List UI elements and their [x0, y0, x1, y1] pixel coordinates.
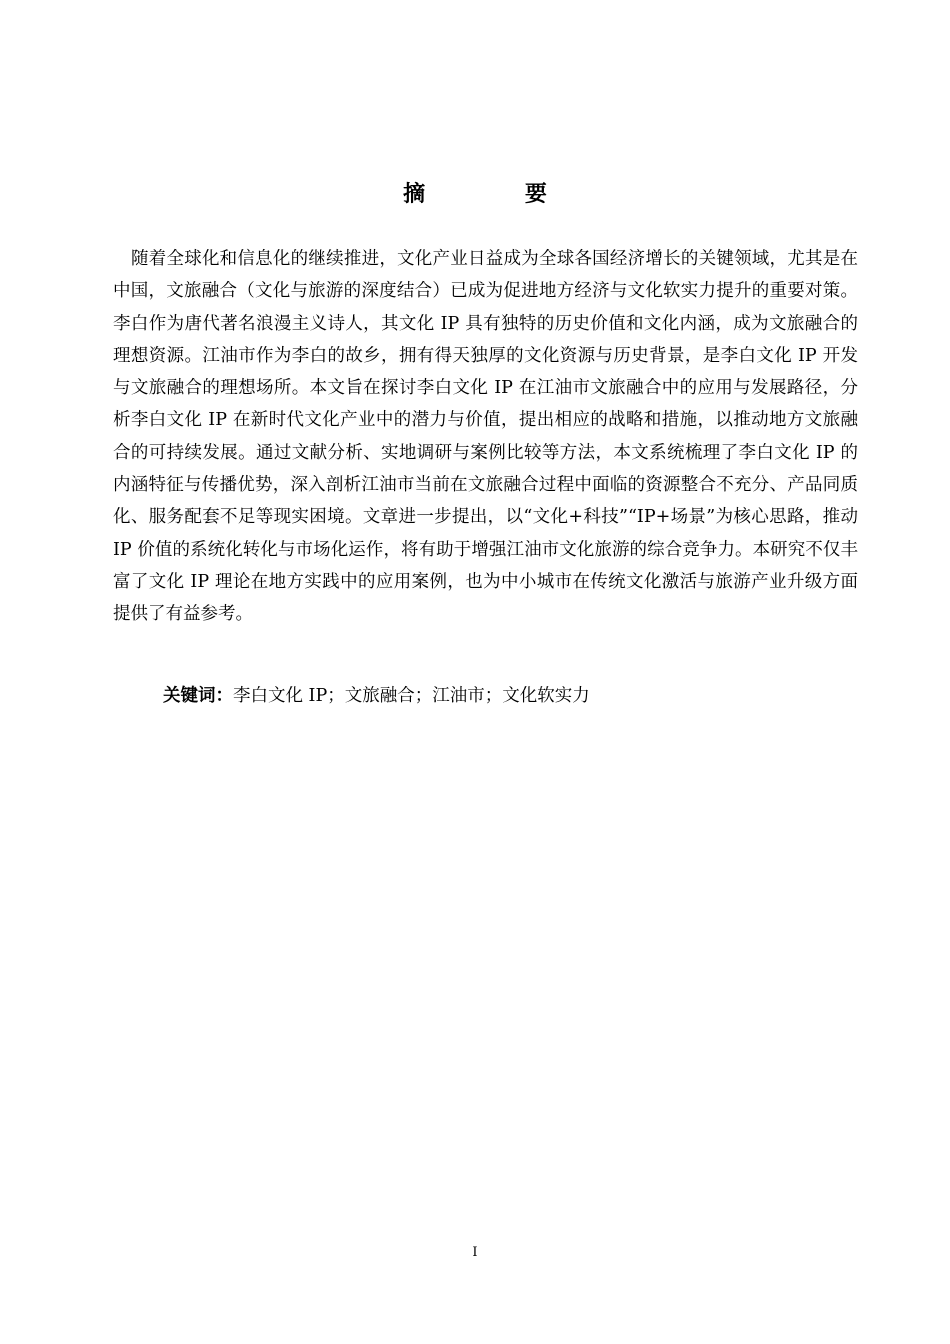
page-number: I	[472, 1245, 478, 1260]
abstract-body: 随着全球化和信息化的继续推进，文化产业日益成为全球各国经济增长的关键领域，尤其是在中国，文旅融合（文化与旅游的深度结合）已成为促进地方经济与文化软实力提升的重要对策。李白作为唐代著名浪漫主义诗人，其文化 IP 具有独特的历史价值和文化内涵，成为文旅融合的理想资源。江油市作为李白的故乡，拥有得天独厚的文化资源与历史背景，是李白文化 IP 开发与文旅融合的理想场所。本文旨在探讨李白文化 IP 在江油市文旅融合中的应用与发展路径，分析李白文化 IP 在新时代文化产业中的潜力与价值，提出相应的战略和措施，以推动地方文旅融合的可持续发展。通过文献分析、实地调研与案例比较等方法，本文系统梳理了李白文化 IP 的内涵特征与传播优势，深入剖析江油市当前在文旅融合过程中面临的资源整合不充分、产品同质化、服务配套不足等现实困境。文章进一步提出，以“文化+科技”“IP+场景”为核心思路，推动 IP 价值的系统化转化与市场化运作，将有助于增强江油市文化旅游的综合竞争力。本研究不仅丰富了文化 IP 理论在地方实践中的应用案例，也为中小城市在传统文化激活与旅游产业升级方面提供了有益参考。	[113, 249, 858, 625]
keywords-text: 李白文化 IP；文旅融合；江油市；文化软实力	[233, 686, 590, 706]
keywords-label: 关键词：	[163, 686, 233, 706]
abstract-title: 摘 要	[403, 182, 593, 207]
keywords-line	[163, 680, 858, 712]
